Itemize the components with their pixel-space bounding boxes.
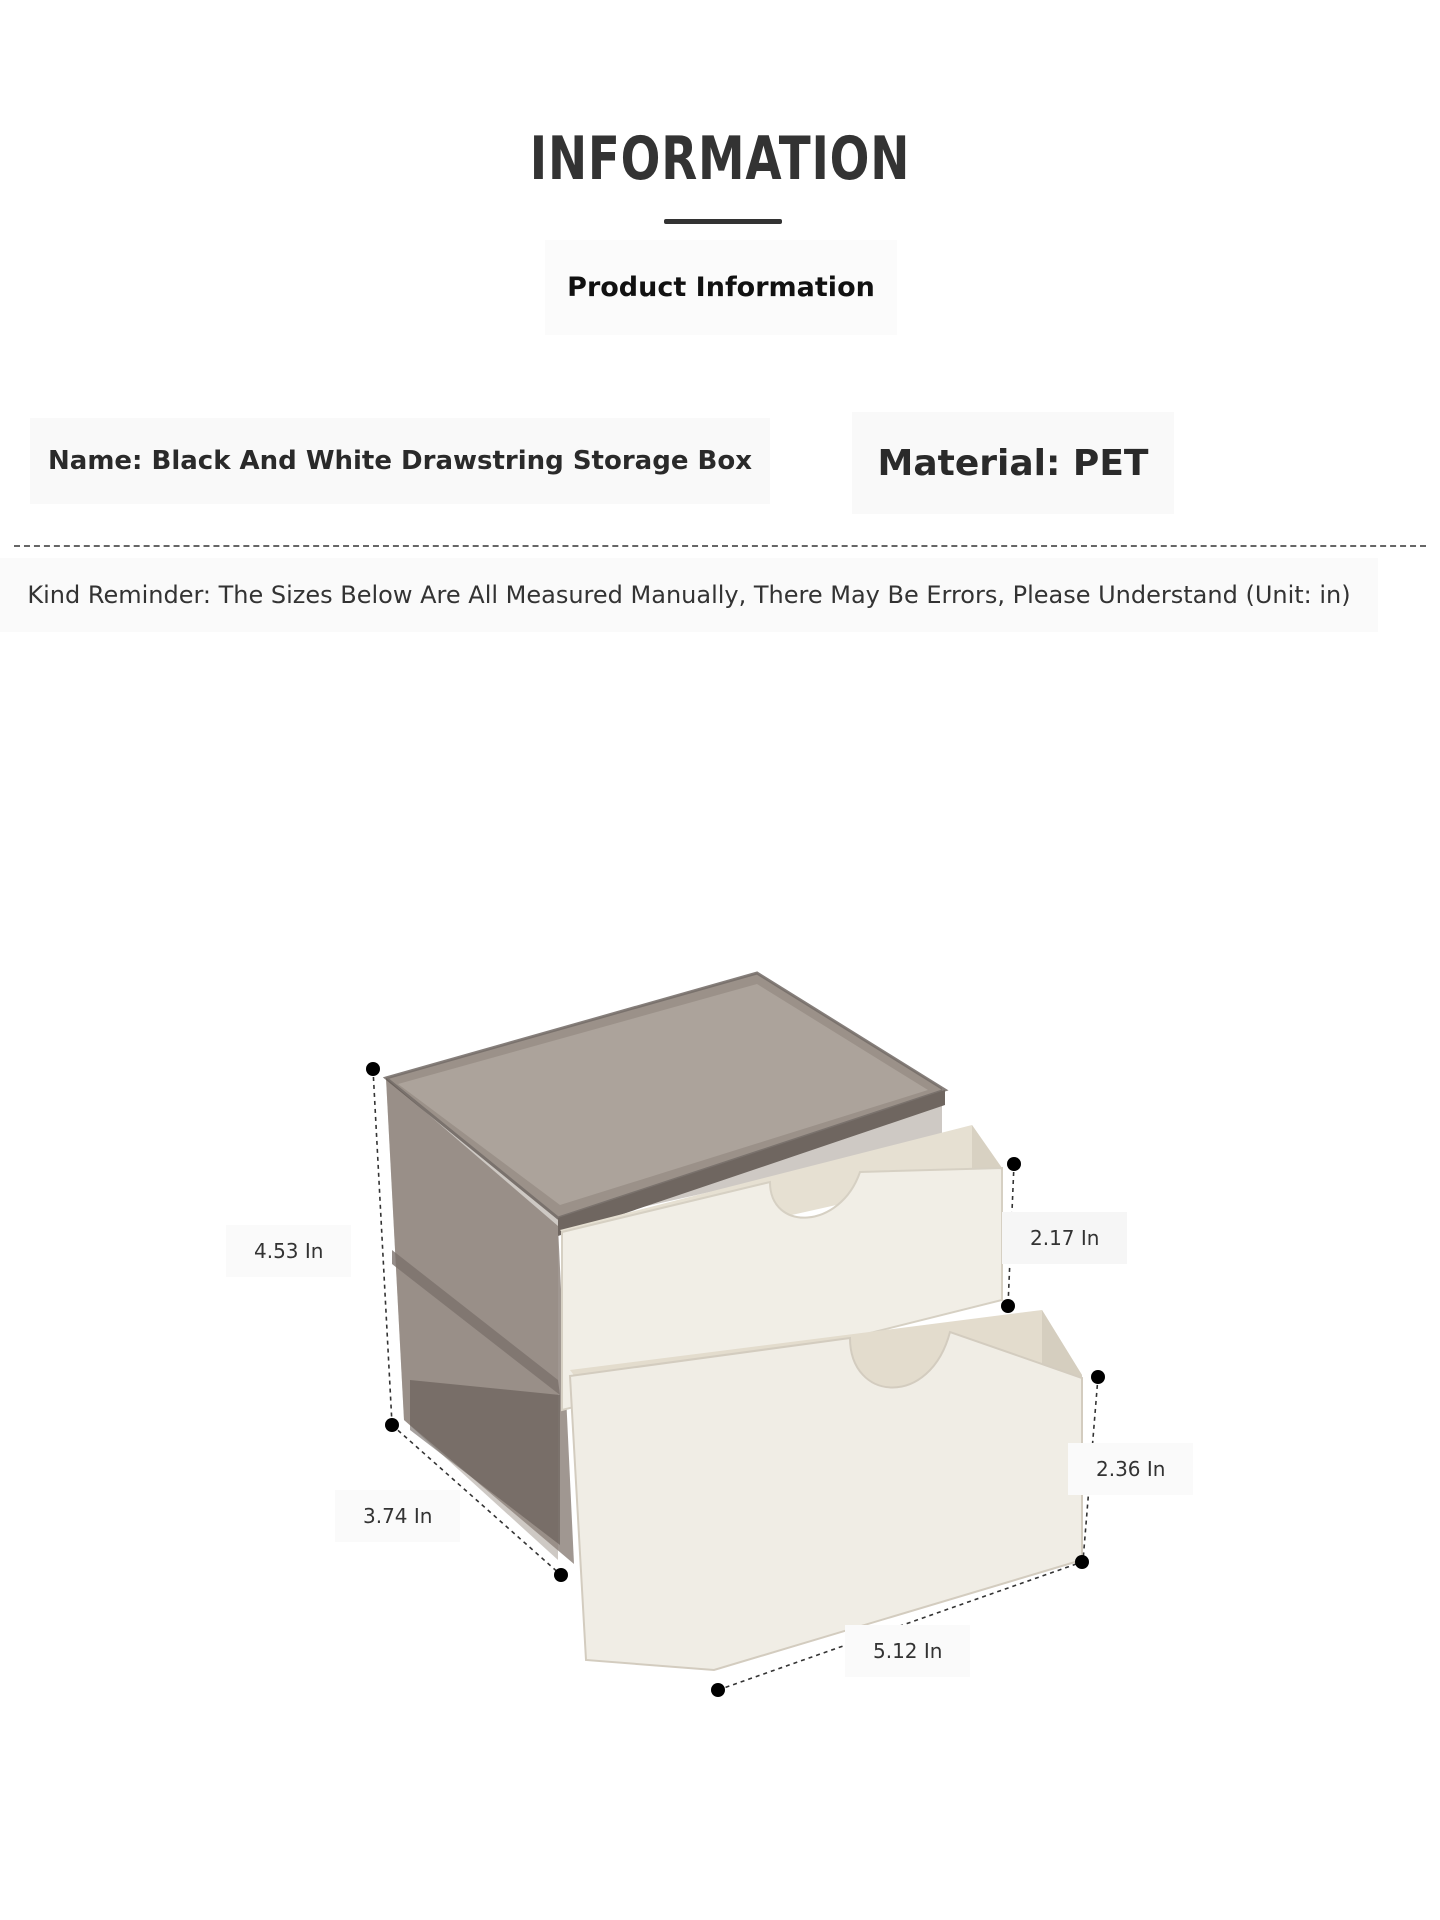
section-divider — [14, 545, 1426, 547]
bottom-drawer-front — [570, 1332, 1082, 1670]
product-name: Name: Black And White Drawstring Storage Box — [30, 418, 770, 504]
section-subtitle: Product Information — [545, 240, 897, 335]
dimension-bottom-drawer-height: 2.36 In — [1068, 1443, 1193, 1495]
dimension-top-drawer-height: 2.17 In — [1002, 1212, 1127, 1264]
page-heading: INFORMATION — [529, 124, 911, 194]
product-material: Material: PET — [852, 412, 1174, 514]
dimension-total-height: 4.53 In — [226, 1225, 351, 1277]
measurement-reminder: Kind Reminder: The Sizes Below Are All Measured Manually, There May Be Errors, Please Understand (Unit: in) — [0, 558, 1378, 632]
heading-underline — [664, 219, 782, 224]
dimension-depth: 3.74 In — [335, 1490, 460, 1542]
dimension-width: 5.12 In — [845, 1625, 970, 1677]
product-illustration — [0, 940, 1440, 1740]
